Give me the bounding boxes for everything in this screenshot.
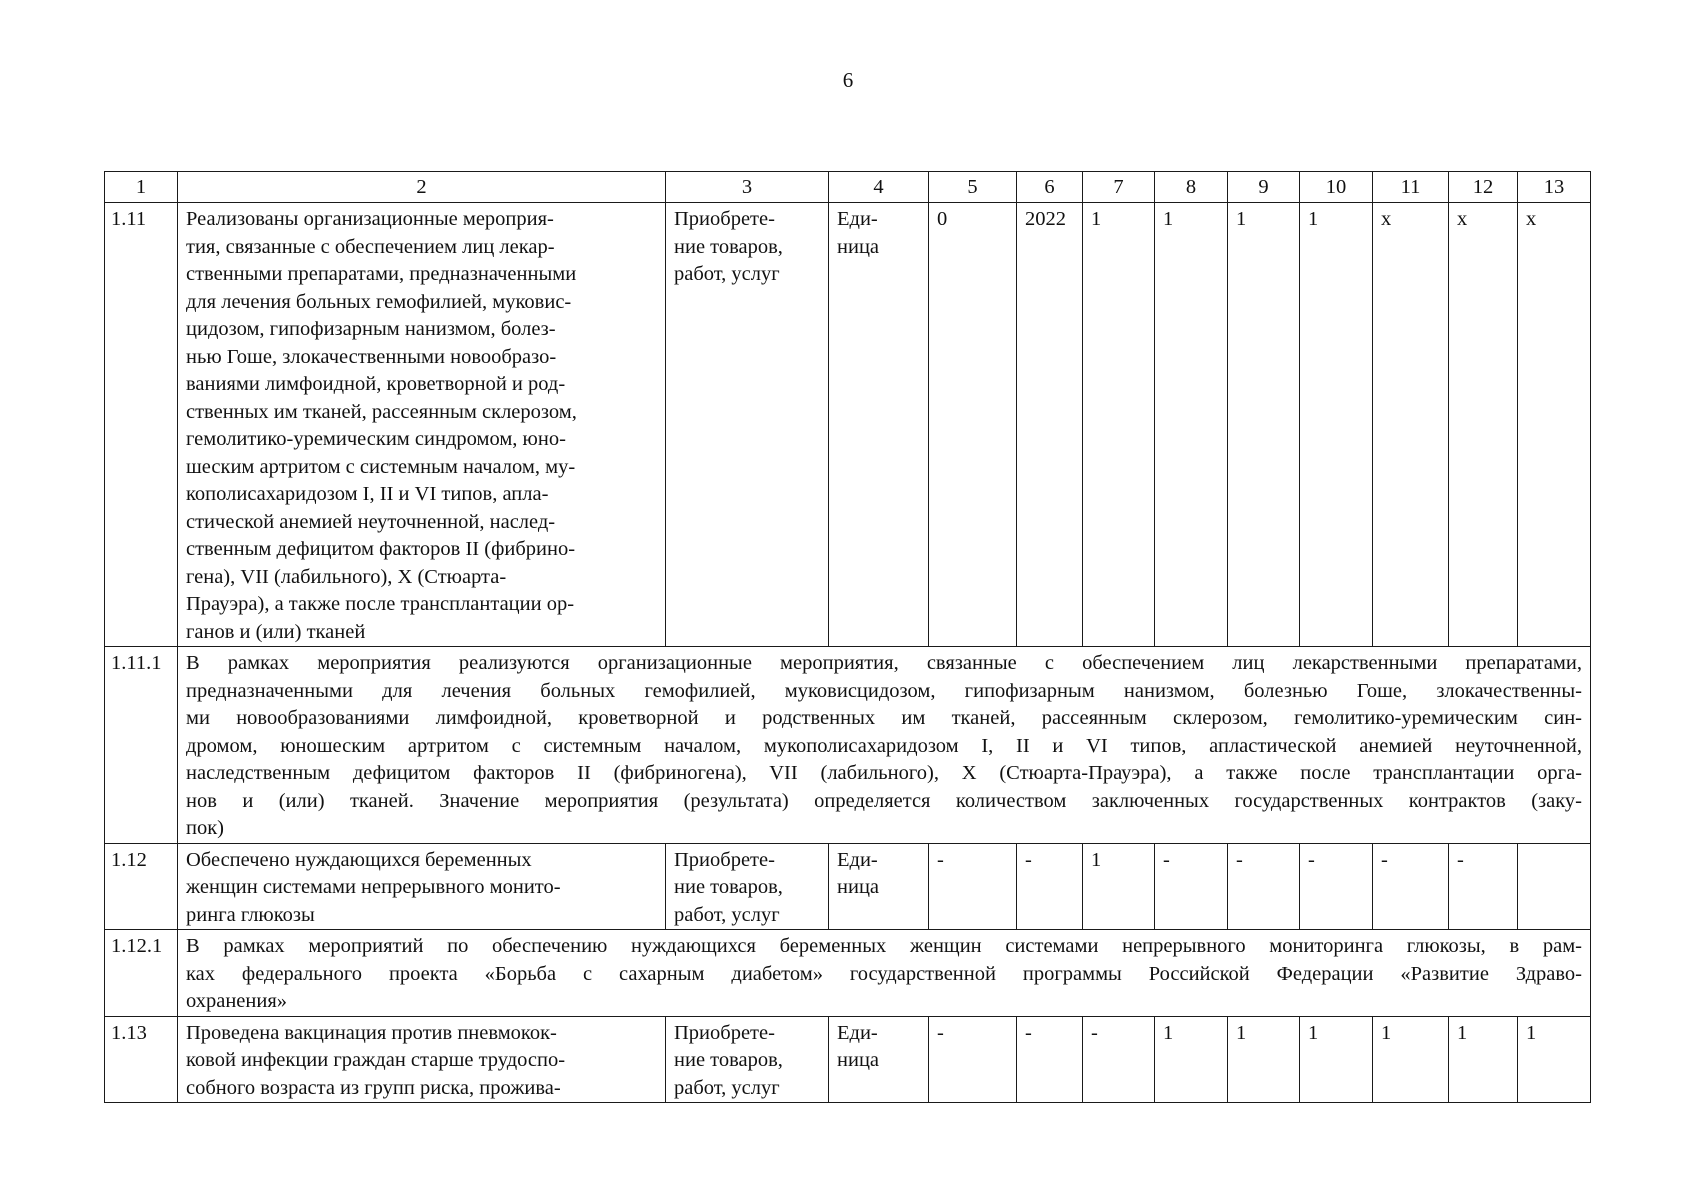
row-unit <box>829 203 929 647</box>
text-line: Еди- <box>837 848 878 871</box>
text-line: предназначенными для лечения больных гемофилией, муковисцидозом, гипофизарным нанизмом, болезнью Гоше, злокачественны- <box>186 679 1582 702</box>
value-cell-col-13: x <box>1518 203 1591 647</box>
text-line: тия, связанные с обеспечением лиц лекар- <box>186 235 555 258</box>
value-cell-col-9: 1 <box>1228 1016 1300 1103</box>
value-cell-col-13: 1 <box>1518 1016 1591 1103</box>
text-line: женщин системами непрерывного монито- <box>186 876 561 898</box>
text-line: кополисахаридозом I, II и VI типов, апла- <box>186 483 549 505</box>
column-header-10: 10 <box>1300 172 1373 203</box>
column-header-8: 8 <box>1155 172 1228 203</box>
row-number: 1.11.1 <box>105 647 178 844</box>
text-line: ковой инфекции граждан старше трудоспо- <box>186 1049 566 1071</box>
text-line: пок) <box>186 817 225 839</box>
column-header-4: 4 <box>829 172 929 203</box>
text-line: цидозом, гипофизарным нанизмом, болез- <box>186 318 556 340</box>
row-type <box>666 843 829 930</box>
value-cell-col-10: 1 <box>1300 1016 1373 1103</box>
column-header-6: 6 <box>1017 172 1083 203</box>
text-line: ственных им тканей, рассеянным склерозом, <box>186 400 577 423</box>
table-body <box>105 172 1591 1103</box>
text-line: нов и (или) тканей. Значение мероприятия (результата) определяется количеством заключенных государственных контрактов (заку- <box>186 789 1582 812</box>
row-unit <box>829 843 929 930</box>
table-row <box>105 647 1591 844</box>
column-header-3: 3 <box>666 172 829 203</box>
table-row <box>105 1016 1591 1103</box>
value-cell-col-5: - <box>929 843 1017 930</box>
text-line: для лечения больных гемофилией, муковис- <box>186 290 572 313</box>
text-line: ганов и (или) тканей <box>186 620 366 643</box>
value-cell-col-5: 0 <box>929 203 1017 647</box>
text-line: Обеспечено нуждающихся беременных <box>186 848 532 871</box>
text-line: Прауэра), а также после трансплантации ор- <box>186 593 575 615</box>
text-line: Проведена вакцинация против пневмокок- <box>186 1021 557 1044</box>
value-cell-col-6: - <box>1017 1016 1083 1103</box>
value-cell-col-11: x <box>1373 203 1449 647</box>
row-description <box>178 930 1591 1017</box>
value-cell-col-6: - <box>1017 843 1083 930</box>
text-line: работ, услуг <box>674 903 780 926</box>
value-cell-col-10: - <box>1300 843 1373 930</box>
text-line: дромом, юношеским артритом с системным началом, мукополисахаридозом I, II и VI типов, апластической анемией неуточненной, <box>186 734 1582 757</box>
row-number: 1.12.1 <box>105 930 178 1017</box>
text-line: работ, услуг <box>674 1076 780 1099</box>
text-line: ница <box>837 235 880 258</box>
column-header-11: 11 <box>1373 172 1449 203</box>
row-unit <box>829 1016 929 1103</box>
text-line: ница <box>837 876 880 898</box>
row-name <box>178 203 666 647</box>
value-cell-col-11: 1 <box>1373 1016 1449 1103</box>
text-line: Еди- <box>837 208 878 230</box>
text-line: собного возраста из групп риска, прожива- <box>186 1076 561 1099</box>
text-line: В рамках мероприятий по обеспечению нуждающихся беременных женщин системами непрерывного мониторинга глюкозы, в рам- <box>186 935 1582 957</box>
column-header-9: 9 <box>1228 172 1300 203</box>
column-header-12: 12 <box>1449 172 1518 203</box>
text-line: ринга глюкозы <box>186 903 315 926</box>
value-cell-col-5: - <box>929 1016 1017 1103</box>
text-line: Реализованы организационные мероприя- <box>186 208 554 230</box>
value-cell-col-11: - <box>1373 843 1449 930</box>
text-line: Приобрете- <box>674 208 775 230</box>
text-line: ственными препаратами, предназначенными <box>186 263 577 285</box>
row-type <box>666 1016 829 1103</box>
text-line: стической анемией неуточненной, наслед- <box>186 510 556 533</box>
value-cell-col-8: 1 <box>1155 1016 1228 1103</box>
text-line: Приобрете- <box>674 848 775 871</box>
value-cell-col-12: 1 <box>1449 1016 1518 1103</box>
row-name <box>178 1016 666 1103</box>
row-description <box>178 647 1591 844</box>
row-number: 1.13 <box>105 1016 178 1103</box>
value-cell-col-13 <box>1518 843 1591 930</box>
table-row <box>105 930 1591 1017</box>
text-line: гена), VII (лабильного), X (Стюарта- <box>186 565 507 588</box>
value-cell-col-6: 2022 <box>1017 203 1083 647</box>
table-row <box>105 843 1591 930</box>
value-cell-col-12: x <box>1449 203 1518 647</box>
text-line: ние товаров, <box>674 1049 783 1071</box>
value-cell-col-7: 1 <box>1083 843 1155 930</box>
value-cell-col-9: 1 <box>1228 203 1300 647</box>
row-number: 1.12 <box>105 843 178 930</box>
column-header-7: 7 <box>1083 172 1155 203</box>
indicators-table <box>104 171 1591 1103</box>
row-type <box>666 203 829 647</box>
page-number: 6 <box>842 68 854 92</box>
column-header-2: 2 <box>178 172 666 203</box>
text-line: В рамках мероприятия реализуются организационные мероприятия, связанные с обеспечением лиц лекарственными препаратами, <box>186 652 1582 674</box>
text-line: наследственным дефицитом факторов II (фибриногена), VII (лабильного), X (Стюарта-Прауэра), а также после трансплантации орга- <box>186 762 1582 784</box>
text-line: ми новообразованиями лимфоидной, кроветворной и родственных им тканей, рассеянным склерозом, гемолитико-уремическим син- <box>186 707 1582 729</box>
text-line: ственным дефицитом факторов II (фибрино- <box>186 538 576 560</box>
header-row <box>105 172 1591 203</box>
row-number: 1.11 <box>105 203 178 647</box>
value-cell-col-7: 1 <box>1083 203 1155 647</box>
text-line: работ, услуг <box>674 263 780 285</box>
text-line: ваниями лимфоидной, кроветворной и род- <box>186 373 566 395</box>
column-header-5: 5 <box>929 172 1017 203</box>
text-line: Еди- <box>837 1021 878 1044</box>
column-header-1: 1 <box>105 172 178 203</box>
value-cell-col-9: - <box>1228 843 1300 930</box>
text-line: шеским артритом с системным началом, му- <box>186 455 576 478</box>
value-cell-col-8: - <box>1155 843 1228 930</box>
text-line: охранения» <box>186 990 288 1012</box>
table-row <box>105 203 1591 647</box>
text-line: ние товаров, <box>674 876 783 898</box>
value-cell-col-10: 1 <box>1300 203 1373 647</box>
text-line: нью Гоше, злокачественными новообразо- <box>186 345 557 368</box>
value-cell-col-8: 1 <box>1155 203 1228 647</box>
text-line: ница <box>837 1049 880 1071</box>
text-line: гемолитико-уремическим синдромом, юно- <box>186 428 566 450</box>
text-line: ках федерального проекта «Борьба с сахарным диабетом» государственной программы Российской Федерации «Развитие Здраво- <box>186 962 1582 985</box>
value-cell-col-12: - <box>1449 843 1518 930</box>
column-header-13: 13 <box>1518 172 1591 203</box>
text-line: Приобрете- <box>674 1021 775 1044</box>
text-line: ние товаров, <box>674 235 783 258</box>
row-name <box>178 843 666 930</box>
value-cell-col-7: - <box>1083 1016 1155 1103</box>
